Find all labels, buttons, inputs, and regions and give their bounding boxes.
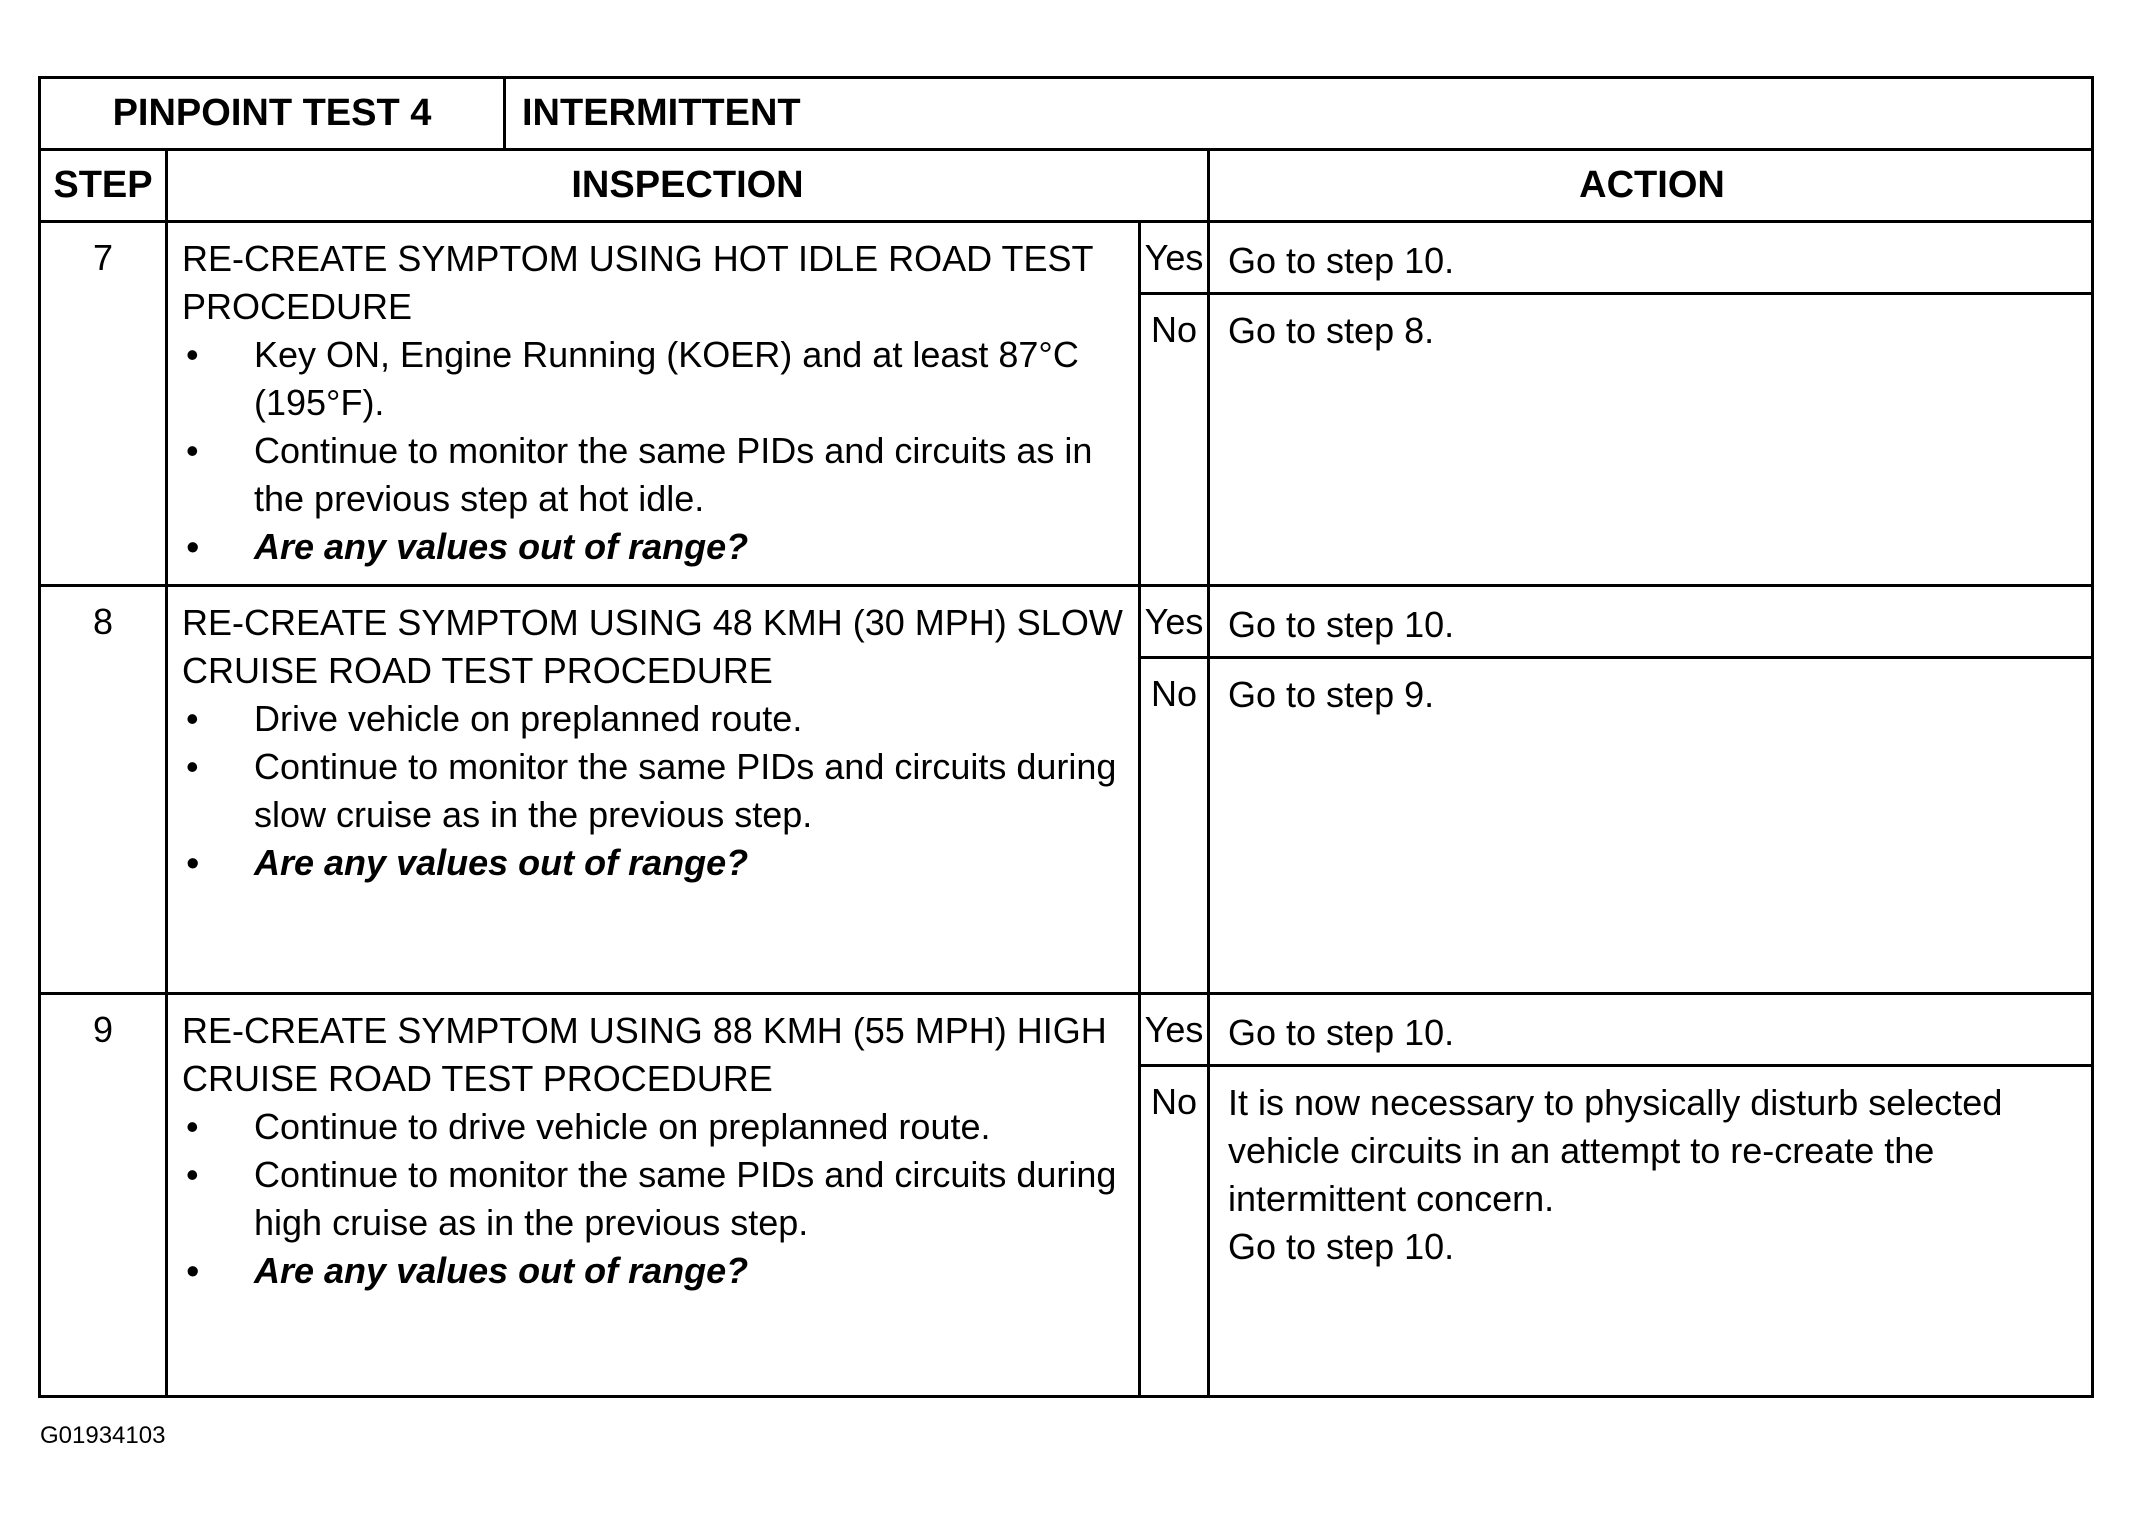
answers-cell xyxy=(1141,995,2094,1395)
inspection-cell xyxy=(168,995,1141,1395)
answer-no-row xyxy=(1141,295,2094,584)
step-number: 9 xyxy=(41,995,168,1395)
column-header-action: ACTION xyxy=(1579,164,1725,206)
action-no: It is now necessary to physically disturb selected vehicle circuits in an attempt to re-create the intermittent concern. xyxy=(1228,1082,2003,1219)
inspection-title: RE-CREATE SYMPTOM USING 48 KMH (30 MPH) SLOW CRUISE ROAD TEST PROCEDURE xyxy=(182,602,1123,691)
bullet-item: • Continue to monitor the same PIDs and circuits as in the previous step at hot idle. xyxy=(182,427,1124,523)
answer-no-label: No xyxy=(1141,659,1210,992)
bullet-item: • Continue to drive vehicle on preplanned route. xyxy=(182,1103,1124,1151)
action-no-block xyxy=(1210,1067,2094,1271)
bullet-item: • Continue to monitor the same PIDs and circuits during slow cruise as in the previous step. xyxy=(182,743,1124,839)
answer-no-label: No xyxy=(1141,295,1210,584)
inspection-title: RE-CREATE SYMPTOM USING HOT IDLE ROAD TEST PROCEDURE xyxy=(182,238,1093,327)
bullet-item: • Key ON, Engine Running (KOER) and at least 87°C (195°F). xyxy=(182,331,1124,427)
answer-yes-row xyxy=(1141,995,2094,1067)
answers-cell xyxy=(1141,587,2094,992)
table-row-step-7 xyxy=(41,223,2091,587)
column-header-row xyxy=(41,151,2091,223)
action-yes: Go to step 10. xyxy=(1228,1012,1455,1053)
bullet-item: • Drive vehicle on preplanned route. xyxy=(182,695,1124,743)
action-yes: Go to step 10. xyxy=(1228,604,1455,645)
column-header-inspection: INSPECTION xyxy=(168,151,1210,220)
answer-yes-label: Yes xyxy=(1141,223,1210,292)
test-number: PINPOINT TEST 4 xyxy=(41,79,506,148)
step-number: 7 xyxy=(41,223,168,584)
action-yes: Go to step 10. xyxy=(1228,240,1455,281)
inspection-cell xyxy=(168,587,1141,992)
answer-yes-row xyxy=(1141,223,2094,295)
action-no-goto: Go to step 10. xyxy=(1228,1226,1455,1267)
inspection-bullets xyxy=(182,695,1124,887)
inspection-question: • Are any values out of range? xyxy=(182,523,1124,571)
figure-id: G01934103 xyxy=(40,1422,166,1449)
answer-no-row xyxy=(1141,659,2094,992)
test-name: INTERMITTENT xyxy=(522,92,801,134)
answer-yes-row xyxy=(1141,587,2094,659)
inspection-question: • Are any values out of range? xyxy=(182,1247,1124,1295)
answer-yes-label: Yes xyxy=(1141,995,1210,1064)
action-no: Go to step 8. xyxy=(1228,310,1435,351)
action-no: Go to step 9. xyxy=(1228,674,1435,715)
answers-cell xyxy=(1141,223,2094,584)
answer-yes-label: Yes xyxy=(1141,587,1210,656)
pinpoint-test-table xyxy=(38,76,2094,1398)
step-number: 8 xyxy=(41,587,168,992)
inspection-question: • Are any values out of range? xyxy=(182,839,1124,887)
answer-no-row xyxy=(1141,1067,2094,1395)
inspection-title: RE-CREATE SYMPTOM USING 88 KMH (55 MPH) HIGH CRUISE ROAD TEST PROCEDURE xyxy=(182,1010,1107,1099)
table-row-step-9 xyxy=(41,995,2091,1395)
table-row-step-8 xyxy=(41,587,2091,995)
table-header-row xyxy=(41,79,2091,151)
inspection-cell xyxy=(168,223,1141,584)
inspection-bullets xyxy=(182,1103,1124,1295)
answer-no-label: No xyxy=(1141,1067,1210,1395)
inspection-bullets xyxy=(182,331,1124,571)
bullet-item: • Continue to monitor the same PIDs and circuits during high cruise as in the previous step. xyxy=(182,1151,1124,1247)
column-header-step: STEP xyxy=(41,151,168,220)
